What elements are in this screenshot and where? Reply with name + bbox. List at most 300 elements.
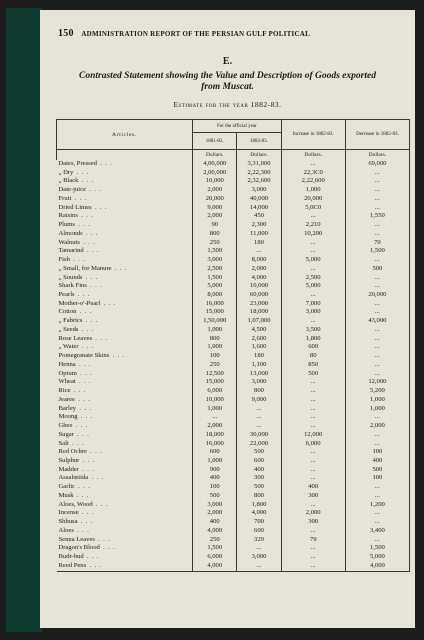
value-increase: 5,0C0 <box>281 204 345 213</box>
value-increase: 3,500 <box>281 326 345 335</box>
value-1881-82: 1,000 <box>193 343 237 352</box>
value-decrease: ... <box>345 230 409 239</box>
article-name: Jearee . . . <box>57 396 193 405</box>
table-row <box>57 501 410 510</box>
value-decrease: ... <box>345 335 409 344</box>
table-row <box>57 326 410 335</box>
article-name: „ Seeds . . . <box>57 326 193 335</box>
value-increase: 850 <box>281 361 345 370</box>
value-decrease: ... <box>345 256 409 265</box>
value-decrease: ... <box>345 483 409 492</box>
table-row <box>57 466 410 475</box>
table-row <box>57 221 410 230</box>
table-row <box>57 544 410 553</box>
value-decrease: ... <box>345 536 409 545</box>
value-increase: 80 <box>281 352 345 361</box>
value-1881-82: 2,000 <box>193 422 237 431</box>
value-1881-82: 2,00,000 <box>193 169 237 178</box>
value-1881-82: 90 <box>193 221 237 230</box>
table-row <box>57 553 410 562</box>
value-1882-83: 9,000 <box>237 396 281 405</box>
value-1881-82: 3,000 <box>193 501 237 510</box>
value-decrease: 2,000 <box>345 422 409 431</box>
article-name: Shark Fins . . . <box>57 282 193 291</box>
header-year-1882: 1882-83. <box>237 133 281 150</box>
table-row <box>57 457 410 466</box>
article-name: Pomegranate Skins . . . <box>57 352 193 361</box>
value-1882-83: 600 <box>237 457 281 466</box>
value-1882-83: 30,000 <box>237 431 281 440</box>
value-1882-83: 2,300 <box>237 221 281 230</box>
value-decrease: 1,000 <box>345 405 409 414</box>
table-row <box>57 291 410 300</box>
value-increase: ... <box>281 378 345 387</box>
article-name: Almonds . . . <box>57 230 193 239</box>
value-1881-82: 400 <box>193 518 237 527</box>
value-increase: ... <box>281 457 345 466</box>
article-name: Ghee . . . <box>57 422 193 431</box>
value-decrease: ... <box>345 177 409 186</box>
value-increase: ... <box>281 247 345 256</box>
header-increase: Increase in 1882-83. <box>281 120 345 150</box>
unit-cell: Dollars. <box>193 150 237 161</box>
table-row <box>57 300 410 309</box>
value-increase: 10,200 <box>281 230 345 239</box>
value-1881-82: 800 <box>193 335 237 344</box>
value-1882-83: 180 <box>237 239 281 248</box>
table-caption <box>40 71 415 93</box>
value-increase: ... <box>281 527 345 536</box>
value-1881-82: 250 <box>193 361 237 370</box>
value-1881-82: 1,000 <box>193 326 237 335</box>
value-1882-83: 3,000 <box>237 378 281 387</box>
article-name: „ Sounds . . . <box>57 274 193 283</box>
value-1882-83: 700 <box>237 518 281 527</box>
table-row <box>57 370 410 379</box>
book-binding-strip <box>6 8 42 632</box>
value-1882-83: 1,800 <box>237 501 281 510</box>
table-row <box>57 343 410 352</box>
value-1882-83: 1,07,000 <box>237 317 281 326</box>
value-1882-83: 450 <box>237 212 281 221</box>
header-articles: Articles. <box>57 120 193 150</box>
running-title: ADMINISTRATION REPORT OF THE PERSIAN GULF POLITICAL <box>81 30 311 38</box>
table-row <box>57 317 410 326</box>
value-1881-82: 4,000 <box>193 562 237 571</box>
value-increase: 5,000 <box>281 282 345 291</box>
value-decrease: ... <box>345 300 409 309</box>
value-increase: ... <box>281 317 345 326</box>
table-row <box>57 204 410 213</box>
article-name: Barley . . . <box>57 405 193 414</box>
value-increase: 22,3C0 <box>281 169 345 178</box>
value-1882-83: ... <box>237 422 281 431</box>
value-decrease: 20,000 <box>345 291 409 300</box>
value-decrease: ... <box>345 492 409 501</box>
article-name: „ Water . . . <box>57 343 193 352</box>
article-name: Senna Leaves . . . <box>57 536 193 545</box>
value-1881-82: 100 <box>193 352 237 361</box>
article-name: Moong . . . <box>57 413 193 422</box>
value-increase: ... <box>281 291 345 300</box>
value-1882-83: 400 <box>237 466 281 475</box>
article-name: Sulphur . . . <box>57 457 193 466</box>
table-row <box>57 492 410 501</box>
value-1881-82: 3,000 <box>193 256 237 265</box>
article-name: Cotton . . . <box>57 308 193 317</box>
value-increase: ... <box>281 212 345 221</box>
article-name: Raisins . . . <box>57 212 193 221</box>
article-name: Henna . . . <box>57 361 193 370</box>
table-row <box>57 195 410 204</box>
value-decrease: ... <box>345 274 409 283</box>
value-decrease: ... <box>345 186 409 195</box>
value-increase: ... <box>281 239 345 248</box>
value-1881-82: 12,500 <box>193 370 237 379</box>
table-row <box>57 256 410 265</box>
value-1882-83: 600 <box>237 527 281 536</box>
article-name: Budr-bud . . . <box>57 553 193 562</box>
value-1881-82: 16,000 <box>193 440 237 449</box>
article-name: Fish . . . <box>57 256 193 265</box>
value-decrease: ... <box>345 343 409 352</box>
running-header <box>58 28 408 39</box>
table-row <box>57 274 410 283</box>
value-decrease: ... <box>345 282 409 291</box>
value-1882-83: ... <box>237 405 281 414</box>
value-1882-83: 18,000 <box>237 308 281 317</box>
value-decrease: 100 <box>345 474 409 483</box>
value-1882-83: 1,600 <box>237 343 281 352</box>
value-decrease: 1,500 <box>345 247 409 256</box>
value-increase: 79 <box>281 536 345 545</box>
value-1881-82: 2,000 <box>193 186 237 195</box>
value-1882-83: 11,000 <box>237 230 281 239</box>
table-row <box>57 230 410 239</box>
value-increase: 5,000 <box>281 256 345 265</box>
value-1881-82: 900 <box>193 466 237 475</box>
value-increase: ... <box>281 160 345 169</box>
table-row <box>57 527 410 536</box>
value-decrease: 500 <box>345 466 409 475</box>
table-row <box>57 169 410 178</box>
value-1882-83: ... <box>237 562 281 571</box>
value-increase: 7,000 <box>281 300 345 309</box>
value-increase: 600 <box>281 343 345 352</box>
estimate-title: Estimate for the year 1882-83. <box>173 100 282 109</box>
value-1882-83: 180 <box>237 352 281 361</box>
value-increase: ... <box>281 553 345 562</box>
article-name: Fruit . . . <box>57 195 193 204</box>
value-1882-83: 1,100 <box>237 361 281 370</box>
value-increase: ... <box>281 466 345 475</box>
value-1881-82: 2,000 <box>193 212 237 221</box>
value-increase: ... <box>281 501 345 510</box>
value-1882-83: 22,000 <box>237 440 281 449</box>
article-name: „ Dry . . . <box>57 169 193 178</box>
value-increase: 1,000 <box>281 186 345 195</box>
article-name: „ Fabrics . . . <box>57 317 193 326</box>
article-name: Dragon's Blood . . . <box>57 544 193 553</box>
article-name: Garlic . . . <box>57 483 193 492</box>
value-1881-82: 1,000 <box>193 457 237 466</box>
unit-cell: Dollars. <box>237 150 281 161</box>
table-row <box>57 387 410 396</box>
article-name: „ Small, for Manure . . . <box>57 265 193 274</box>
value-decrease: 500 <box>345 265 409 274</box>
table-row <box>57 474 410 483</box>
value-1881-82: 500 <box>193 492 237 501</box>
article-name: Rice . . . <box>57 387 193 396</box>
value-increase: ... <box>281 562 345 571</box>
value-1882-83: 800 <box>237 387 281 396</box>
header-decrease: Decrease in 1882-83. <box>345 120 409 150</box>
value-1882-83: 2,000 <box>237 265 281 274</box>
article-name: Salt . . . <box>57 440 193 449</box>
table-row <box>57 536 410 545</box>
article-name: Musk . . . <box>57 492 193 501</box>
value-1881-82: 16,000 <box>193 300 237 309</box>
value-1882-83: 3,000 <box>237 553 281 562</box>
table-row <box>57 308 410 317</box>
article-name: Dates, Pressed . . . <box>57 160 193 169</box>
value-1882-83: 2,600 <box>237 335 281 344</box>
value-1881-82: 15,000 <box>193 308 237 317</box>
article-name: Opium . . . <box>57 370 193 379</box>
value-decrease: ... <box>345 195 409 204</box>
value-1881-82: 1,500 <box>193 247 237 256</box>
value-increase: ... <box>281 387 345 396</box>
article-name: Tamarind . . . <box>57 247 193 256</box>
table-row <box>57 448 410 457</box>
value-increase: 500 <box>281 370 345 379</box>
value-1882-83: 3,000 <box>237 186 281 195</box>
value-decrease: 5,200 <box>345 387 409 396</box>
value-decrease: ... <box>345 518 409 527</box>
value-increase: 300 <box>281 518 345 527</box>
value-1882-83: 23,000 <box>237 300 281 309</box>
article-name: Wheat . . . <box>57 378 193 387</box>
value-1881-82: 2,500 <box>193 265 237 274</box>
article-name: Incense . . . <box>57 509 193 518</box>
value-1881-82: 250 <box>193 536 237 545</box>
value-1881-82: 5,000 <box>193 282 237 291</box>
value-1882-83: 4,000 <box>237 274 281 283</box>
article-name: Pearls . . . <box>57 291 193 300</box>
table-row <box>57 282 410 291</box>
table-row <box>57 335 410 344</box>
value-1881-82: 6,000 <box>193 553 237 562</box>
article-name: „ Black . . . <box>57 177 193 186</box>
caption-line-2: from Muscat. <box>201 82 254 92</box>
table-row <box>57 160 410 169</box>
units-blank <box>57 150 193 161</box>
value-1881-82: 20,000 <box>193 195 237 204</box>
value-1882-83: 4,000 <box>237 509 281 518</box>
section-letter: E. <box>222 56 233 67</box>
value-increase: ... <box>281 422 345 431</box>
value-decrease: 100 <box>345 448 409 457</box>
article-name: Mother-o'-Pearl . . . <box>57 300 193 309</box>
value-1882-83: 8,000 <box>237 256 281 265</box>
value-increase: 3,000 <box>281 308 345 317</box>
value-decrease: ... <box>345 169 409 178</box>
value-1881-82: 1,50,000 <box>193 317 237 326</box>
article-name: Date-juice . . . <box>57 186 193 195</box>
value-increase: 300 <box>281 492 345 501</box>
table-row <box>57 361 410 370</box>
value-1881-82: 800 <box>193 230 237 239</box>
article-name: Reed Pens . . . <box>57 562 193 571</box>
value-1882-83: 2,22,300 <box>237 169 281 178</box>
table-row <box>57 422 410 431</box>
value-1882-83: 300 <box>237 474 281 483</box>
table-row <box>57 518 410 527</box>
units-row <box>57 150 410 161</box>
value-increase: 2,000 <box>281 509 345 518</box>
value-1882-83: 60,000 <box>237 291 281 300</box>
value-decrease: ... <box>345 370 409 379</box>
value-increase: ... <box>281 413 345 422</box>
value-decrease: ... <box>345 413 409 422</box>
article-name: Sugar . . . <box>57 431 193 440</box>
value-increase: ... <box>281 544 345 553</box>
caption-line-1: Contrasted Statement showing the Value and Description of Goods exported <box>79 71 376 81</box>
article-name: Rose Leaves . . . <box>57 335 193 344</box>
value-1882-83: 10,000 <box>237 282 281 291</box>
table-row <box>57 352 410 361</box>
table-row <box>57 431 410 440</box>
value-increase: 6,000 <box>281 440 345 449</box>
value-1881-82: 2,000 <box>193 509 237 518</box>
value-1881-82: ... <box>193 413 237 422</box>
value-decrease: 3,400 <box>345 527 409 536</box>
value-decrease: 1,550 <box>345 212 409 221</box>
value-decrease: 12,000 <box>345 378 409 387</box>
value-1882-83: 500 <box>237 483 281 492</box>
value-1882-83: ... <box>237 413 281 422</box>
value-1881-82: 10,000 <box>193 396 237 405</box>
value-1881-82: 1,500 <box>193 274 237 283</box>
value-1881-82: 400 <box>193 474 237 483</box>
article-name: Aloes . . . <box>57 527 193 536</box>
table-row <box>57 483 410 492</box>
header-official-year: For the official year <box>193 120 282 133</box>
value-1882-83: 800 <box>237 492 281 501</box>
article-name: Assafœtida . . . <box>57 474 193 483</box>
article-name: Aloes, Wood . . . <box>57 501 193 510</box>
value-decrease: 70 <box>345 239 409 248</box>
value-decrease: 43,000 <box>345 317 409 326</box>
table-row <box>57 509 410 518</box>
value-1882-83: 40,000 <box>237 195 281 204</box>
article-name: Plums . . . <box>57 221 193 230</box>
value-1882-83: 2,32,600 <box>237 177 281 186</box>
value-1882-83: 3,31,000 <box>237 160 281 169</box>
value-1881-82: 15,000 <box>193 378 237 387</box>
document-page <box>40 10 415 628</box>
value-increase: 400 <box>281 483 345 492</box>
header-year-1881: 1881-82. <box>193 133 237 150</box>
value-1882-83: 14,000 <box>237 204 281 213</box>
table-row <box>57 396 410 405</box>
value-1881-82: 6,000 <box>193 387 237 396</box>
article-name: Red Ochre . . . <box>57 448 193 457</box>
table-row <box>57 186 410 195</box>
value-increase: ... <box>281 405 345 414</box>
value-increase: ... <box>281 265 345 274</box>
value-1882-83: 500 <box>237 448 281 457</box>
value-1881-82: 250 <box>193 239 237 248</box>
table-row <box>57 239 410 248</box>
value-1881-82: 100 <box>193 483 237 492</box>
value-1881-82: 1,000 <box>193 405 237 414</box>
value-1882-83: 329 <box>237 536 281 545</box>
value-1881-82: 18,000 <box>193 431 237 440</box>
value-1881-82: 4,00,000 <box>193 160 237 169</box>
value-decrease: ... <box>345 431 409 440</box>
value-decrease: 4,000 <box>345 562 409 571</box>
table-row <box>57 405 410 414</box>
value-increase: ... <box>281 448 345 457</box>
table-row <box>57 378 410 387</box>
value-decrease: ... <box>345 308 409 317</box>
article-name: Dried Limes . . . <box>57 204 193 213</box>
value-1882-83: 13,000 <box>237 370 281 379</box>
value-1881-82: 600 <box>193 448 237 457</box>
value-decrease: 1,200 <box>345 501 409 510</box>
value-decrease: 400 <box>345 457 409 466</box>
value-1882-83: ... <box>237 247 281 256</box>
table-row <box>57 440 410 449</box>
value-decrease: ... <box>345 221 409 230</box>
value-increase: 2,500 <box>281 274 345 283</box>
value-1881-82: 8,000 <box>193 291 237 300</box>
article-name: Walnuts . . . <box>57 239 193 248</box>
value-increase: 2,210 <box>281 221 345 230</box>
value-increase: 20,000 <box>281 195 345 204</box>
value-increase: 12,000 <box>281 431 345 440</box>
page-number: 150 <box>58 28 74 39</box>
value-decrease: ... <box>345 326 409 335</box>
table-row <box>57 413 410 422</box>
value-decrease: ... <box>345 509 409 518</box>
value-decrease: 5,000 <box>345 553 409 562</box>
table-body <box>57 150 410 572</box>
value-decrease: 1,000 <box>345 396 409 405</box>
unit-cell: Dollars. <box>281 150 345 161</box>
exports-table <box>56 119 410 572</box>
value-decrease: 1,500 <box>345 544 409 553</box>
article-name: Shhusa . . . <box>57 518 193 527</box>
value-increase: ... <box>281 474 345 483</box>
value-decrease: ... <box>345 440 409 449</box>
value-increase: 2,22,600 <box>281 177 345 186</box>
table-row <box>57 212 410 221</box>
table-row <box>57 247 410 256</box>
value-1881-82: 10,000 <box>193 177 237 186</box>
unit-cell: Dollars. <box>345 150 409 161</box>
value-decrease: ... <box>345 204 409 213</box>
value-increase: 1,800 <box>281 335 345 344</box>
article-name: Madder . . . <box>57 466 193 475</box>
table-row <box>57 562 410 571</box>
table-row <box>57 265 410 274</box>
value-1882-83: ... <box>237 544 281 553</box>
value-1881-82: 9,000 <box>193 204 237 213</box>
value-decrease: ... <box>345 352 409 361</box>
value-1881-82: 4,000 <box>193 527 237 536</box>
